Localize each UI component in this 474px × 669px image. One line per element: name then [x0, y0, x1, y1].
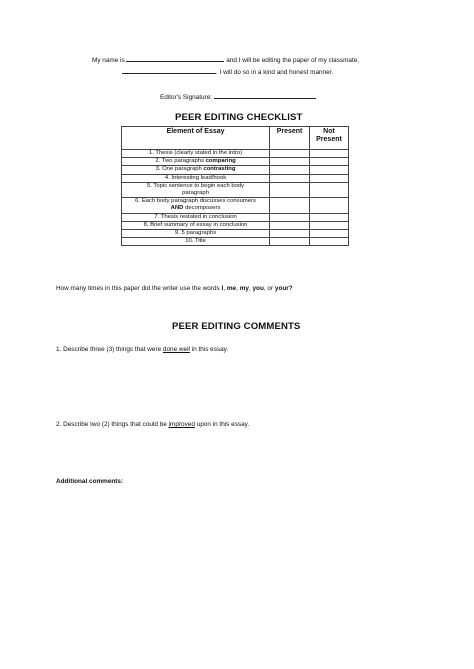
header-element: Element of Essay — [122, 127, 270, 150]
word-separator: , — [236, 285, 240, 292]
checklist-table — [121, 126, 349, 246]
header-not-present-label: Not Present — [316, 128, 342, 143]
checklist-row — [122, 166, 349, 174]
intro-line-2-text: . I will do so in a kind and honest manner. — [216, 69, 334, 76]
checklist-element-text: 7. Thesis restated in conclusion — [154, 213, 237, 220]
checklist-element-emphasis: AND — [170, 205, 184, 212]
signature-line — [160, 92, 316, 102]
word-you: you — [252, 285, 264, 292]
checklist-element-text: 5. Topic sentence to begin each body paragraph — [146, 182, 245, 197]
checklist-element-cell — [122, 150, 270, 158]
q2-text: 2. Describe two (2) things that could be — [56, 421, 169, 428]
not-present-checkbox-cell[interactable] — [309, 238, 348, 246]
checklist-element-text: 9. 5 paragraphs — [174, 230, 217, 237]
q2-underlined: improved — [168, 421, 195, 428]
q1-text-end: in this essay. — [189, 346, 229, 353]
checklist-element-emphasis: comparing — [205, 158, 236, 165]
q2-text-end: upon in this essay. — [194, 421, 250, 428]
word-my: my — [239, 285, 249, 292]
word-i: I — [221, 285, 224, 292]
checklist-element-cell — [122, 230, 270, 238]
not-present-checkbox-cell[interactable] — [309, 182, 348, 197]
present-checkbox-cell[interactable] — [270, 238, 310, 246]
q1-answer-area[interactable] — [56, 358, 418, 416]
checklist-element-cell — [122, 198, 270, 213]
present-checkbox-cell[interactable] — [270, 213, 310, 221]
signature-blank[interactable] — [214, 92, 316, 99]
not-present-checkbox-cell[interactable] — [309, 230, 348, 238]
checklist-element-text-end: decomposers — [183, 205, 221, 212]
present-checkbox-cell[interactable] — [270, 230, 310, 238]
checklist-element-text: 3. One paragraph — [155, 166, 204, 173]
checklist-title: PEER EDITING CHECKLIST — [175, 112, 303, 123]
checklist-row — [122, 230, 349, 238]
signature-label: Editor's Signature: — [160, 94, 213, 101]
classmate-blank[interactable] — [122, 67, 216, 74]
name-label: My name is — [92, 57, 125, 64]
checklist-element-text: 4. Interesting lead/hook — [164, 174, 227, 181]
name-blank[interactable] — [126, 55, 224, 62]
present-checkbox-cell[interactable] — [270, 158, 310, 166]
checklist-body — [122, 150, 349, 246]
not-present-checkbox-cell[interactable] — [309, 166, 348, 174]
checklist-element-cell — [122, 213, 270, 221]
checklist-row — [122, 174, 349, 182]
present-checkbox-cell[interactable] — [270, 182, 310, 197]
checklist-element-cell — [122, 166, 270, 174]
present-checkbox-cell[interactable] — [270, 174, 310, 182]
header-not-present — [309, 127, 348, 150]
not-present-checkbox-cell[interactable] — [309, 221, 348, 229]
checklist-row — [122, 238, 349, 246]
checklist-element-text: 6. Each body paragraph discusses consumers — [135, 198, 256, 205]
checklist-row — [122, 221, 349, 229]
comment-question-2 — [56, 421, 249, 429]
not-present-checkbox-cell[interactable] — [309, 198, 348, 213]
words-question-text: How many times in this paper did the writer use the words — [56, 285, 222, 292]
checklist-element-text: 2. Two paragraphs — [155, 158, 206, 165]
checklist-element-cell — [122, 221, 270, 229]
q2-answer-area[interactable] — [56, 433, 418, 473]
checklist-element-text: 8. Brief summary of essay in conclusion — [143, 221, 248, 228]
checklist-element-emphasis: contrasting — [203, 166, 236, 173]
not-present-checkbox-cell[interactable] — [309, 213, 348, 221]
checklist-element-text: 1. Thesis (clearly stated in the intro) — [148, 150, 243, 156]
q1-text: 1. Describe three (3) things that were — [56, 346, 163, 353]
header-present: Present — [270, 127, 310, 150]
checklist-header-row — [122, 127, 349, 150]
comments-title: PEER EDITING COMMENTS — [172, 321, 301, 332]
checklist-row — [122, 158, 349, 166]
not-present-checkbox-cell[interactable] — [309, 158, 348, 166]
word-separator: , — [248, 285, 253, 292]
present-checkbox-cell[interactable] — [270, 198, 310, 213]
additional-comments-label: Additional comments: — [56, 478, 124, 485]
present-checkbox-cell[interactable] — [270, 166, 310, 174]
checklist-element-cell — [122, 158, 270, 166]
checklist-element-cell — [122, 238, 270, 246]
present-checkbox-cell[interactable] — [270, 150, 310, 158]
word-your: your? — [274, 285, 293, 292]
not-present-checkbox-cell[interactable] — [309, 174, 348, 182]
checklist-row — [122, 213, 349, 221]
not-present-checkbox-cell[interactable] — [309, 150, 348, 158]
q1-underlined: done well — [162, 346, 190, 353]
checklist-element-text: 10. Title — [185, 238, 206, 245]
checklist-row — [122, 198, 349, 213]
word-separator: , or — [263, 285, 275, 292]
comment-question-1 — [56, 346, 228, 354]
checklist-row — [122, 150, 349, 158]
checklist-element-cell — [122, 174, 270, 182]
additional-comments-area[interactable] — [56, 490, 418, 550]
words-question — [56, 285, 293, 293]
intro-line-2 — [122, 67, 333, 77]
checklist-row — [122, 182, 349, 197]
present-checkbox-cell[interactable] — [270, 221, 310, 229]
intro-line-1-text: and I will be editing the paper of my classmate, — [226, 57, 360, 64]
intro-line-1 — [92, 55, 359, 65]
word-me: me — [226, 285, 237, 292]
checklist-element-cell — [122, 182, 270, 197]
word-separator: , — [223, 285, 227, 292]
